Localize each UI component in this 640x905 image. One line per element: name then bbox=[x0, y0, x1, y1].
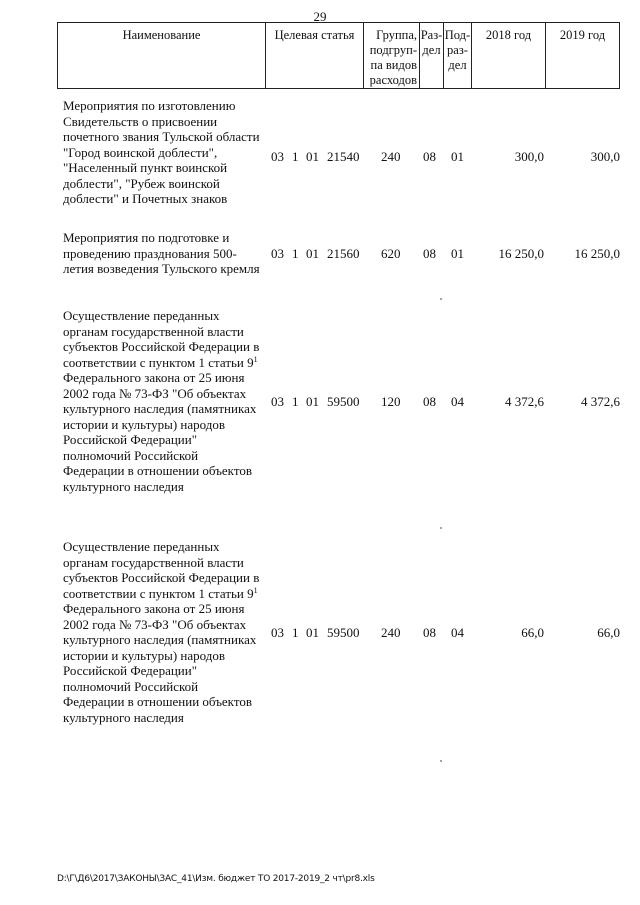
value-2018: 4 372,6 bbox=[505, 394, 544, 409]
header-group-line: Группа, bbox=[376, 28, 417, 42]
header-group bbox=[364, 23, 420, 88]
table-header bbox=[57, 22, 620, 89]
row-name-line: культурного наследия bbox=[63, 709, 184, 725]
row-name-line: Осуществление переданных bbox=[63, 539, 220, 554]
code-section: 08 bbox=[423, 394, 436, 409]
code-subprogram: 1 bbox=[292, 246, 299, 261]
table-row bbox=[0, 98, 640, 210]
row-name-line: культурного наследия bbox=[63, 478, 184, 494]
header-group-line: расходов bbox=[369, 73, 417, 87]
row-name-line: Мероприятия по подготовке и bbox=[63, 230, 230, 245]
code-section: 08 bbox=[423, 246, 436, 261]
code-group: 120 bbox=[381, 394, 401, 409]
row-name-line: истории и культуры) народов bbox=[63, 416, 226, 432]
row-name-line: культурного наследия (памятниках bbox=[63, 401, 257, 416]
table-row bbox=[0, 230, 640, 278]
row-name-line: Федерации в отношении объектов bbox=[63, 694, 252, 709]
header-name: Наименование bbox=[58, 23, 266, 88]
code-group: 240 bbox=[381, 149, 401, 164]
code-section: 08 bbox=[423, 149, 436, 164]
code-subprogram: 1 bbox=[292, 149, 299, 164]
code-direction: 21540 bbox=[327, 149, 360, 164]
row-name-line: полномочий Российской bbox=[63, 447, 199, 463]
header-2019: 2019 год bbox=[559, 28, 606, 42]
value-2018: 66,0 bbox=[521, 625, 544, 640]
row-name-line: Свидетельств о присвоении bbox=[63, 113, 218, 129]
value-2019: 16 250,0 bbox=[574, 246, 620, 261]
header-section bbox=[420, 23, 444, 88]
table-row bbox=[0, 539, 640, 729]
code-subsection: 01 bbox=[451, 246, 464, 261]
header-subsection bbox=[444, 23, 472, 88]
row-name-line bbox=[63, 355, 263, 371]
row-name-line: субъектов Российской Федерации в bbox=[63, 339, 260, 354]
row-name-line: органам государственной власти bbox=[63, 323, 244, 339]
header-2018: 2018 год bbox=[472, 23, 546, 88]
value-2019: 4 372,6 bbox=[581, 394, 620, 409]
row-name-line: 2002 года № 73-ФЗ "Об объектах bbox=[63, 616, 247, 632]
code-subsection: 04 bbox=[451, 394, 464, 409]
row-name-line: субъектов Российской Федерации в bbox=[63, 570, 260, 585]
row-name bbox=[63, 98, 263, 207]
scan-speck bbox=[440, 298, 442, 300]
row-name-line: истории и культуры) народов bbox=[63, 647, 226, 663]
code-main-event: 01 bbox=[306, 149, 319, 164]
row-name-line: доблести", "Рубеж воинской bbox=[63, 175, 220, 191]
code-subprogram: 1 bbox=[292, 625, 299, 640]
code-subsection: 01 bbox=[451, 149, 464, 164]
row-name-line: органам государственной власти bbox=[63, 554, 244, 570]
header-section-line: Раз- bbox=[420, 28, 443, 42]
header-subsection-line: Под- bbox=[444, 28, 471, 42]
code-program: 03 bbox=[271, 625, 284, 640]
code-subsection: 04 bbox=[451, 625, 464, 640]
row-name-line: доблести" и Почетных знаков bbox=[63, 191, 228, 206]
row-name bbox=[63, 308, 263, 494]
code-direction: 21560 bbox=[327, 246, 360, 261]
header-target-article: Целевая статья bbox=[266, 23, 364, 88]
row-name bbox=[63, 539, 263, 725]
code-direction: 59500 bbox=[327, 625, 360, 640]
row-name-line: Мероприятия по изготовлению bbox=[63, 98, 236, 113]
code-subprogram: 1 bbox=[292, 394, 299, 409]
header-subsection-line: дел bbox=[448, 58, 467, 72]
file-path-footer: D:\Г\Д6\2017\ЗАКОНЫ\ЗАС_41\Изм. бюджет ТО 2017-2019_2 чт\pr8.xls bbox=[57, 874, 375, 884]
superscript: 1 bbox=[253, 354, 258, 364]
row-name-line: культурного наследия (памятниках bbox=[63, 632, 257, 647]
row-name-line: "Населенный пункт воинской bbox=[63, 160, 228, 175]
row-name-line: почетного звания Тульской области bbox=[63, 129, 260, 144]
header-group-line: подгруп- bbox=[369, 43, 417, 57]
header-group-line: па видов bbox=[370, 58, 417, 72]
row-name-line: Осуществление переданных bbox=[63, 308, 220, 323]
page-number: 29 bbox=[313, 9, 327, 24]
scan-speck bbox=[440, 760, 442, 762]
header-subsection-line: раз- bbox=[447, 43, 468, 57]
code-main-event: 01 bbox=[306, 625, 319, 640]
header-section-line: дел bbox=[422, 43, 441, 57]
row-name-line: Федерального закона от 25 июня bbox=[63, 601, 245, 616]
row-name-text: соответствии с пунктом 1 статьи 9 bbox=[63, 585, 254, 601]
code-main-event: 01 bbox=[306, 246, 319, 261]
code-program: 03 bbox=[271, 149, 284, 164]
row-name-line: Федерального закона от 25 июня bbox=[63, 370, 245, 385]
row-name-line: "Город воинской доблести", bbox=[63, 144, 218, 160]
row-name-line bbox=[63, 586, 263, 602]
row-name-line: Федерации в отношении объектов bbox=[63, 463, 252, 478]
value-2019: 300,0 bbox=[590, 149, 620, 164]
code-program: 03 bbox=[271, 394, 284, 409]
value-2019: 66,0 bbox=[597, 625, 620, 640]
row-name-line: 2002 года № 73-ФЗ "Об объектах bbox=[63, 385, 247, 401]
code-section: 08 bbox=[423, 625, 436, 640]
row-name-line: Российской Федерации" bbox=[63, 663, 198, 678]
value-2018: 300,0 bbox=[514, 149, 544, 164]
row-name-line: летия возведения Тульского кремля bbox=[63, 261, 260, 276]
row-name-line: полномочий Российской bbox=[63, 678, 199, 694]
row-name-text: соответствии с пунктом 1 статьи 9 bbox=[63, 354, 254, 370]
scan-speck bbox=[440, 527, 442, 529]
code-group: 620 bbox=[381, 246, 401, 261]
row-name bbox=[63, 230, 263, 277]
code-main-event: 01 bbox=[306, 394, 319, 409]
row-name-line: Российской Федерации" bbox=[63, 432, 198, 447]
superscript: 1 bbox=[253, 585, 258, 595]
code-program: 03 bbox=[271, 246, 284, 261]
value-2018: 16 250,0 bbox=[498, 246, 544, 261]
code-group: 240 bbox=[381, 625, 401, 640]
table-row bbox=[0, 308, 640, 498]
code-direction: 59500 bbox=[327, 394, 360, 409]
row-name-line: проведению празднования 500- bbox=[63, 245, 237, 261]
